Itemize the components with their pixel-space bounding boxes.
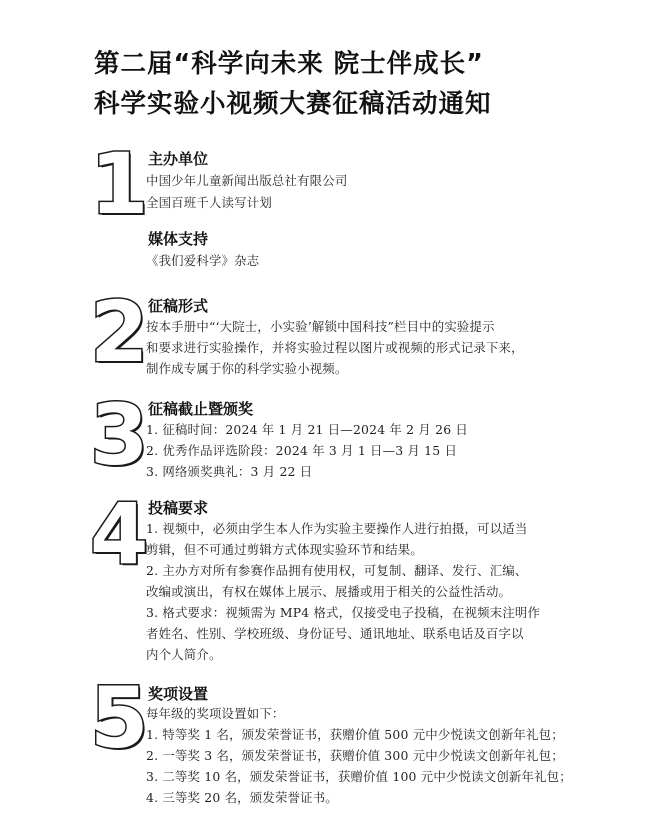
section-line: 制作成专属于你的科学实验小视频。 xyxy=(146,361,348,376)
section-line: 改编或演出，有权在媒体上展示、展播或用于相关的公益性活动。 xyxy=(146,584,512,599)
section-line: 和要求进行实验操作，并将实验过程以图片或视频的形式记录下来， xyxy=(146,340,524,355)
section-number-5: 5 xyxy=(90,669,149,767)
section-line: 4. 三等奖 20 名，颁发荣誉证书。 xyxy=(146,790,338,805)
section-heading: 奖项设置 xyxy=(148,685,209,703)
section-heading: 征稿截止暨颁奖 xyxy=(148,400,254,418)
section-line: 1. 征稿时间：2024 年 1 月 21 日—2024 年 2 月 26 日 xyxy=(146,422,469,437)
section-line: 1. 特等奖 1 名，颁发荣誉证书，获赠价值 500 元中少悦读文创新年礼包； xyxy=(146,727,564,742)
section-line: 3. 二等奖 10 名，颁发荣誉证书，获赠价值 100 元中少悦读文创新年礼包； xyxy=(146,769,572,784)
section-line: 按本手册中“‘大院士，小实验’解锁中国科技”栏目中的实验提示 xyxy=(146,319,495,334)
section-line: 2. 主办方对所有参赛作品拥有使用权，可复制、翻译、发行、汇编、 xyxy=(146,563,528,578)
page-title: 第二届“科学向未来 院士伴成长” xyxy=(94,49,484,79)
section-line: 中国少年儿童新闻出版总社有限公司 xyxy=(146,173,348,188)
section-line: 3. 网络颁奖典礼：3 月 22 日 xyxy=(146,464,313,479)
section-heading: 征稿形式 xyxy=(148,297,209,315)
section-number-1: 1 xyxy=(90,135,149,233)
section-line: 《我们爱科学》杂志 xyxy=(146,253,260,268)
section-heading: 主办单位 xyxy=(148,150,209,168)
section-line: 者姓名、性别、学校班级、身份证号、通讯地址、联系电话及百字以 xyxy=(146,626,524,641)
section-number-2: 2 xyxy=(90,283,149,381)
section-number-3: 3 xyxy=(90,386,149,484)
section-line: 2. 一等奖 3 名，颁发荣誉证书，获赠价值 300 元中少悦读文创新年礼包； xyxy=(146,748,564,763)
section-line: 2. 优秀作品评选阶段：2024 年 3 月 1 日—3 月 15 日 xyxy=(146,443,458,458)
section-line: 全国百班千人读写计划 xyxy=(146,195,272,210)
section-heading: 投稿要求 xyxy=(148,499,209,517)
section-heading: 媒体支持 xyxy=(148,230,209,248)
section-line: 内个人简介。 xyxy=(146,647,222,662)
page-subtitle: 科学实验小视频大赛征稿活动通知 xyxy=(94,89,492,119)
section-line: 3. 格式要求：视频需为 MP4 格式，仅接受电子投稿，在视频末注明作 xyxy=(146,605,541,620)
section-line: 每年级的奖项设置如下： xyxy=(146,706,285,721)
section-number-4: 4 xyxy=(90,485,149,583)
section-line: 1. 视频中，必须由学生本人作为实验主要操作人进行拍摄，可以适当 xyxy=(146,521,528,536)
section-line: 剪辑，但不可通过剪辑方式体现实验环节和结果。 xyxy=(146,542,423,557)
